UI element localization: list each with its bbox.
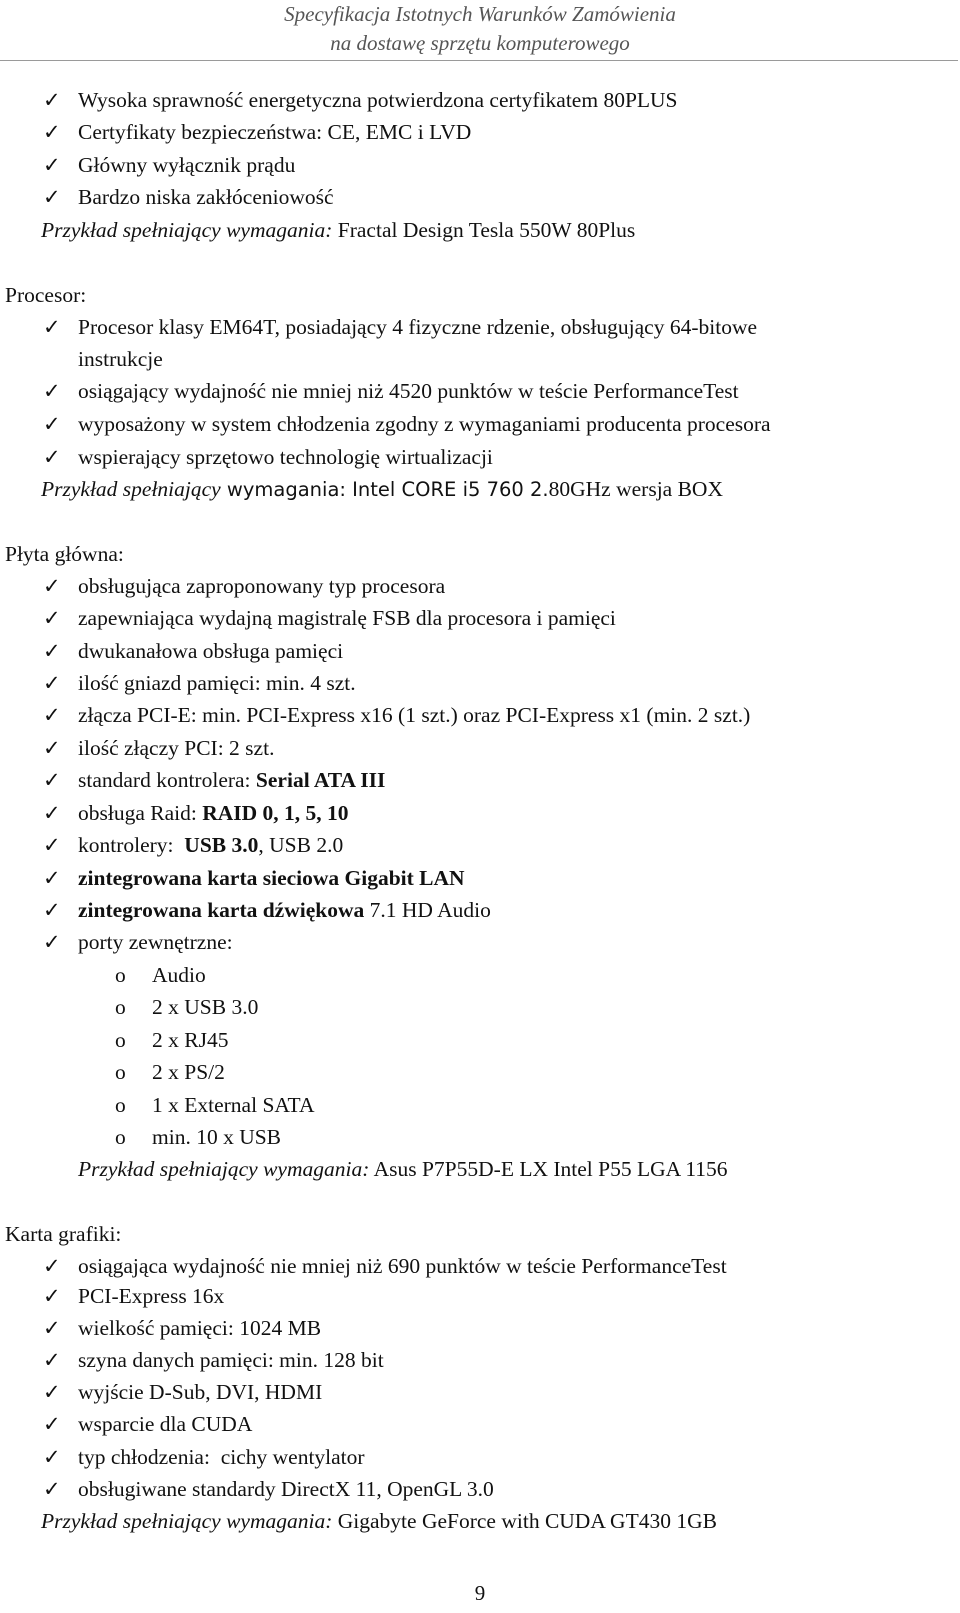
sub-bullet: o: [115, 1028, 126, 1052]
item-bold: RAID 0, 1, 5, 10: [202, 801, 349, 825]
psu-example-value: Fractal Design Tesla 550W 80Plus: [332, 218, 636, 242]
cpu-item-1-line-2: instrukcje: [78, 347, 163, 371]
port-item: 1 x External SATA: [152, 1093, 315, 1117]
psu-example: [41, 217, 635, 243]
motherboard-example-label: Przykład spełniający wymagania:: [78, 1157, 370, 1181]
check-icon: ✓: [43, 703, 61, 727]
motherboard-item-8: [78, 800, 349, 826]
sub-bullet: o: [115, 963, 126, 987]
check-icon: ✓: [43, 866, 61, 890]
gpu-item-3: wielkość pamięci: 1024 MB: [78, 1316, 322, 1340]
check-icon: ✓: [43, 1348, 61, 1372]
gpu-item-7: typ chłodzenia: cichy wentylator: [78, 1445, 365, 1469]
sub-bullet: o: [115, 1093, 126, 1117]
check-icon: ✓: [43, 606, 61, 630]
psu-example-label: Przykład spełniający wymagania:: [41, 218, 333, 242]
check-icon: ✓: [43, 671, 61, 695]
check-icon: ✓: [43, 930, 61, 954]
item-prefix: obsługa Raid:: [78, 801, 203, 825]
gpu-item-4: szyna danych pamięci: min. 128 bit: [78, 1348, 384, 1372]
cpu-item-1-line-1: Procesor klasy EM64T, posiadający 4 fizyczne rdzenie, obsługujący 64-bitowe: [78, 315, 758, 339]
motherboard-item-6: ilość złączy PCI: 2 szt.: [78, 736, 275, 760]
check-icon: ✓: [43, 379, 61, 403]
cpu-item-3: wyposażony w system chłodzenia zgodny z wymaganiami producenta procesora: [78, 412, 771, 436]
motherboard-item-4: ilość gniazd pamięci: min. 4 szt.: [78, 671, 356, 695]
header-subtitle: na dostawę sprzętu komputerowego: [330, 31, 630, 55]
check-icon: ✓: [43, 1445, 61, 1469]
check-icon: ✓: [43, 88, 61, 112]
check-icon: ✓: [43, 412, 61, 436]
item-suffix: 7.1 HD Audio: [364, 898, 491, 922]
port-item: min. 10 x USB: [152, 1125, 282, 1149]
item-prefix: kontrolery:: [78, 833, 185, 857]
item-suffix: , USB 2.0: [258, 833, 344, 857]
sub-bullet: o: [115, 995, 126, 1019]
item-bold: zintegrowana karta dźwiękowa: [78, 898, 365, 922]
gpu-item-5: wyjście D-Sub, DVI, HDMI: [78, 1380, 323, 1404]
check-icon: ✓: [43, 1316, 61, 1340]
gpu-example-label: Przykład spełniający wymagania:: [41, 1509, 333, 1533]
motherboard-example-value: Asus P7P55D-E LX Intel P55 LGA 1156: [369, 1157, 728, 1181]
gpu-item-8: obsługiwane standardy DirectX 11, OpenGL 3.0: [78, 1477, 494, 1501]
motherboard-item-10: zintegrowana karta sieciowa Gigabit LAN: [78, 866, 465, 890]
page-header: [0, 0, 960, 58]
motherboard-item-11: [78, 897, 491, 923]
gpu-section-title: Karta grafiki:: [5, 1222, 122, 1246]
check-icon: ✓: [43, 1254, 61, 1278]
psu-item-4: Bardzo niska zakłóceniowość: [78, 185, 334, 209]
sub-bullet: o: [115, 1125, 126, 1149]
item-prefix: standard kontrolera:: [78, 768, 256, 792]
cpu-item-2: osiągający wydajność nie mniej niż 4520 punktów w teście PerformanceTest: [78, 379, 739, 403]
check-icon: ✓: [43, 768, 61, 792]
item-bold: Serial ATA III: [255, 768, 386, 792]
motherboard-example: [78, 1156, 728, 1182]
gpu-item-1: osiągająca wydajność nie mniej niż 690 punktów w teście PerformanceTest: [78, 1254, 727, 1278]
header-title: Specyfikacja Istotnych Warunków Zamówienia: [284, 2, 676, 26]
check-icon: ✓: [43, 833, 61, 857]
gpu-example: [41, 1508, 717, 1534]
port-item: 2 x USB 3.0: [152, 995, 259, 1019]
gpu-item-6: wsparcie dla CUDA: [78, 1412, 253, 1436]
cpu-section-title: Procesor:: [5, 283, 87, 307]
check-icon: ✓: [43, 185, 61, 209]
check-icon: ✓: [43, 153, 61, 177]
cpu-example-label: Przykład spełniający: [41, 477, 221, 501]
sub-bullet: o: [115, 1060, 126, 1084]
header-divider: [0, 60, 958, 61]
psu-item-1: Wysoka sprawność energetyczna potwierdzona certyfikatem 80PLUS: [78, 88, 678, 112]
motherboard-item-12: porty zewnętrzne:: [78, 930, 233, 954]
port-item: 2 x PS/2: [152, 1060, 225, 1084]
check-icon: ✓: [43, 445, 61, 469]
check-icon: ✓: [43, 1477, 61, 1501]
cpu-example-value-tail: 80GHz wersja BOX: [548, 477, 723, 501]
psu-item-3: Główny wyłącznik prądu: [78, 153, 296, 177]
cpu-example: [41, 476, 723, 503]
motherboard-item-1: obsługująca zaproponowany typ procesora: [78, 574, 446, 598]
cpu-example-value: wymagania: Intel CORE i5 760 2.: [220, 478, 549, 501]
port-item: 2 x RJ45: [152, 1028, 229, 1052]
check-icon: ✓: [43, 801, 61, 825]
motherboard-item-3: dwukanałowa obsługa pamięci: [78, 639, 344, 663]
motherboard-item-2: zapewniająca wydajną magistralę FSB dla procesora i pamięci: [78, 606, 616, 630]
gpu-example-value: Gigabyte GeForce with CUDA GT430 1GB: [332, 1509, 717, 1533]
gpu-item-2: PCI-Express 16x: [78, 1284, 225, 1308]
motherboard-item-9: [78, 832, 343, 858]
check-icon: ✓: [43, 1284, 61, 1308]
cpu-item-4: wspierający sprzętowo technologię wirtualizacji: [78, 445, 493, 469]
motherboard-section-title: Płyta główna:: [5, 542, 124, 566]
check-icon: ✓: [43, 639, 61, 663]
check-icon: ✓: [43, 120, 61, 144]
port-item: Audio: [152, 963, 206, 987]
item-bold: USB 3.0: [184, 833, 259, 857]
check-icon: ✓: [43, 736, 61, 760]
motherboard-item-5: złącza PCI-E: min. PCI-Express x16 (1 szt.) oraz PCI-Express x1 (min. 2 szt.): [78, 703, 751, 727]
check-icon: ✓: [43, 315, 61, 339]
check-icon: ✓: [43, 1412, 61, 1436]
motherboard-item-7: [78, 767, 385, 793]
page-number: 9: [474, 1581, 486, 1605]
check-icon: ✓: [43, 898, 61, 922]
psu-item-2: Certyfikaty bezpieczeństwa: CE, EMC i LVD: [78, 120, 472, 144]
check-icon: ✓: [43, 574, 61, 598]
check-icon: ✓: [43, 1380, 61, 1404]
